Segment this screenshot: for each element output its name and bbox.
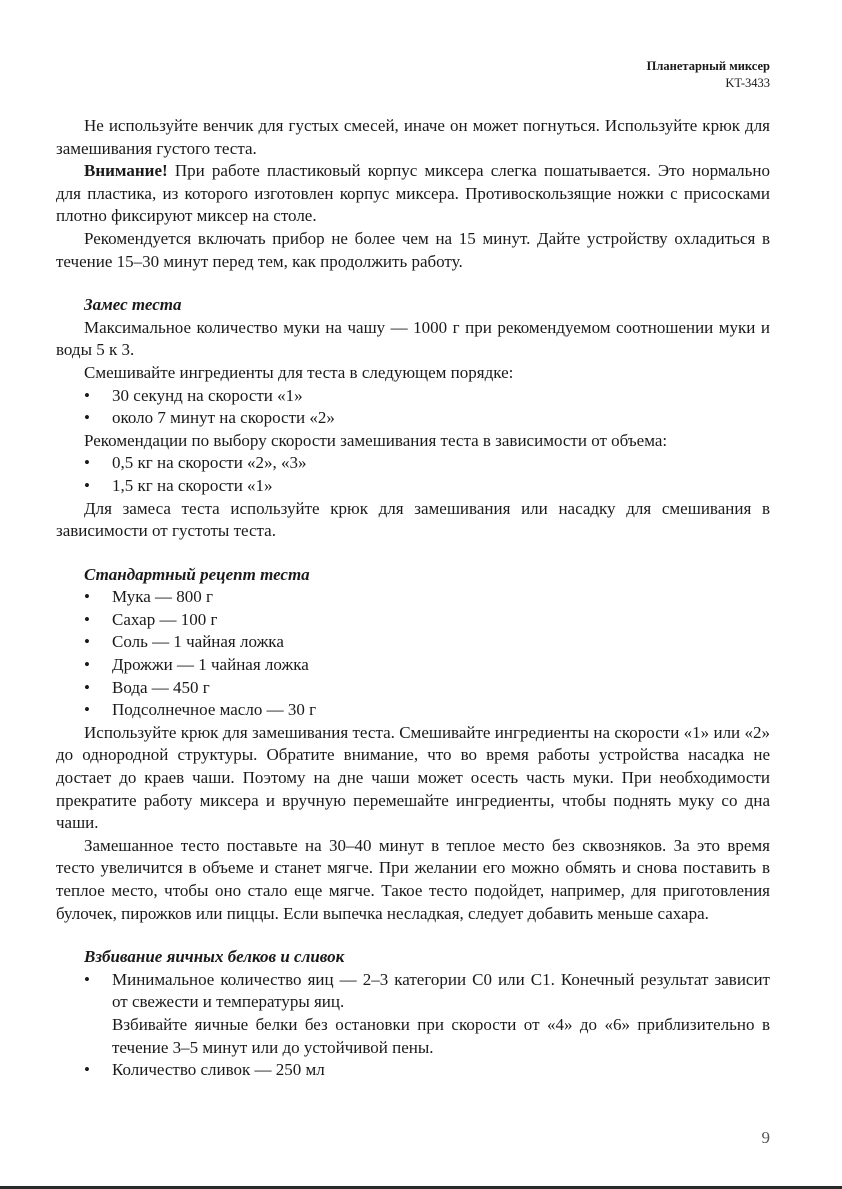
warning-label: Внимание! <box>84 161 168 181</box>
section-title-recipe: Стандартный рецепт теста <box>84 564 310 584</box>
list-item: • Сахар — 100 г <box>56 609 770 632</box>
list-item: • 0,5 кг на скорости «2», «3» <box>56 452 770 475</box>
warning-text: При работе пластиковый корпус миксера слегка пошатывается. Это нормально для пластика, из которого изготовлен корпус миксера. Противоскользящие ножки с присосками плотно фиксируют миксер на столе. <box>56 161 770 226</box>
intro-paragraph-1: Не используйте венчик для густых смесей, иначе он может погнуться. Используйте крюк для замешивания густого теста. <box>56 116 770 158</box>
kneading-paragraph-4: Для замеса теста используйте крюк для замешивания или насадку для смешивания в зависимости от густоты теста. <box>56 498 770 541</box>
warning-paragraph <box>56 160 770 228</box>
list-item: • Дрожжи — 1 чайная ложка <box>56 654 770 677</box>
intro-paragraph-3: Рекомендуется включать прибор не более чем на 15 минут. Дайте устройству охладиться в течение 15–30 минут перед тем, как продолжить работу. <box>56 228 770 271</box>
page-header <box>647 58 770 92</box>
header-title: Планетарный миксер <box>646 59 770 73</box>
header-model: KT-3433 <box>725 76 770 90</box>
list-item: • около 7 минут на скорости «2» <box>56 407 770 430</box>
ingredient-list <box>56 586 770 722</box>
recipe-paragraph-2: Замешанное тесто поставьте на 30–40 минут в теплое место без сквозняков. За это время тесто увеличится в объеме и станет мягче. При желании его можно обмять и снова поставить в теплое место, чтобы оно стало еще мягче. Такое тесто подойдет, например, для приготовления булочек, пирожков или пиццы. Если выпечка несладкая, следует добавить меньше сахара. <box>56 835 770 923</box>
whipping-item-1-note: Взбивайте яичные белки без остановки при скорости от «4» до «6» приблизительно в течение 3–5 минут или до устойчивой пены. <box>112 1014 770 1057</box>
list-item: • 1,5 кг на скорости «1» <box>56 475 770 498</box>
list-item: • Количество сливок — 250 мл <box>56 1059 770 1082</box>
list-item: • Подсолнечное масло — 30 г <box>56 699 770 722</box>
list-item: • Мука — 800 г <box>56 586 770 609</box>
whipping-list <box>56 969 770 1082</box>
recipe-paragraph-1: Используйте крюк для замешивания теста. Смешивайте ингредиенты на скорости «1» или «2» до однородной структуры. Обратите внимание, что во время работы устройства насадка не достает до краев чаши. Поэтому на дне чаши может осесть часть муки. При необходимости прекратите работу миксера и вручную перемешайте ингредиенты, чтобы поднять муку со дна чаши. <box>56 722 770 833</box>
list-item: • Вода — 450 г <box>56 677 770 700</box>
kneading-paragraph-2: Смешивайте ингредиенты для теста в следующем порядке: <box>84 362 514 382</box>
kneading-paragraph-3: Рекомендации по выбору скорости замешивания теста в зависимости от объема: <box>84 430 668 450</box>
section-title-kneading: Замес теста <box>84 295 182 315</box>
section-title-whipping: Взбивание яичных белков и сливок <box>84 947 345 967</box>
list-item: • Соль — 1 чайная ложка <box>56 631 770 654</box>
page-content <box>56 115 770 1082</box>
page-number: 9 <box>761 1128 770 1147</box>
whipping-item-1: Минимальное количество яиц — 2–3 категории С0 или С1. Конечный результат зависит от свежести и температуры яиц. <box>112 969 770 1012</box>
list-item: • 30 секунд на скорости «1» <box>56 385 770 408</box>
kneading-paragraph-1: Максимальное количество муки на чашу — 1000 г при рекомендуемом соотношении муки и воды 5 к 3. <box>56 317 770 360</box>
list-item <box>56 969 770 1059</box>
kneading-speed-list <box>56 452 770 497</box>
kneading-order-list <box>56 385 770 430</box>
